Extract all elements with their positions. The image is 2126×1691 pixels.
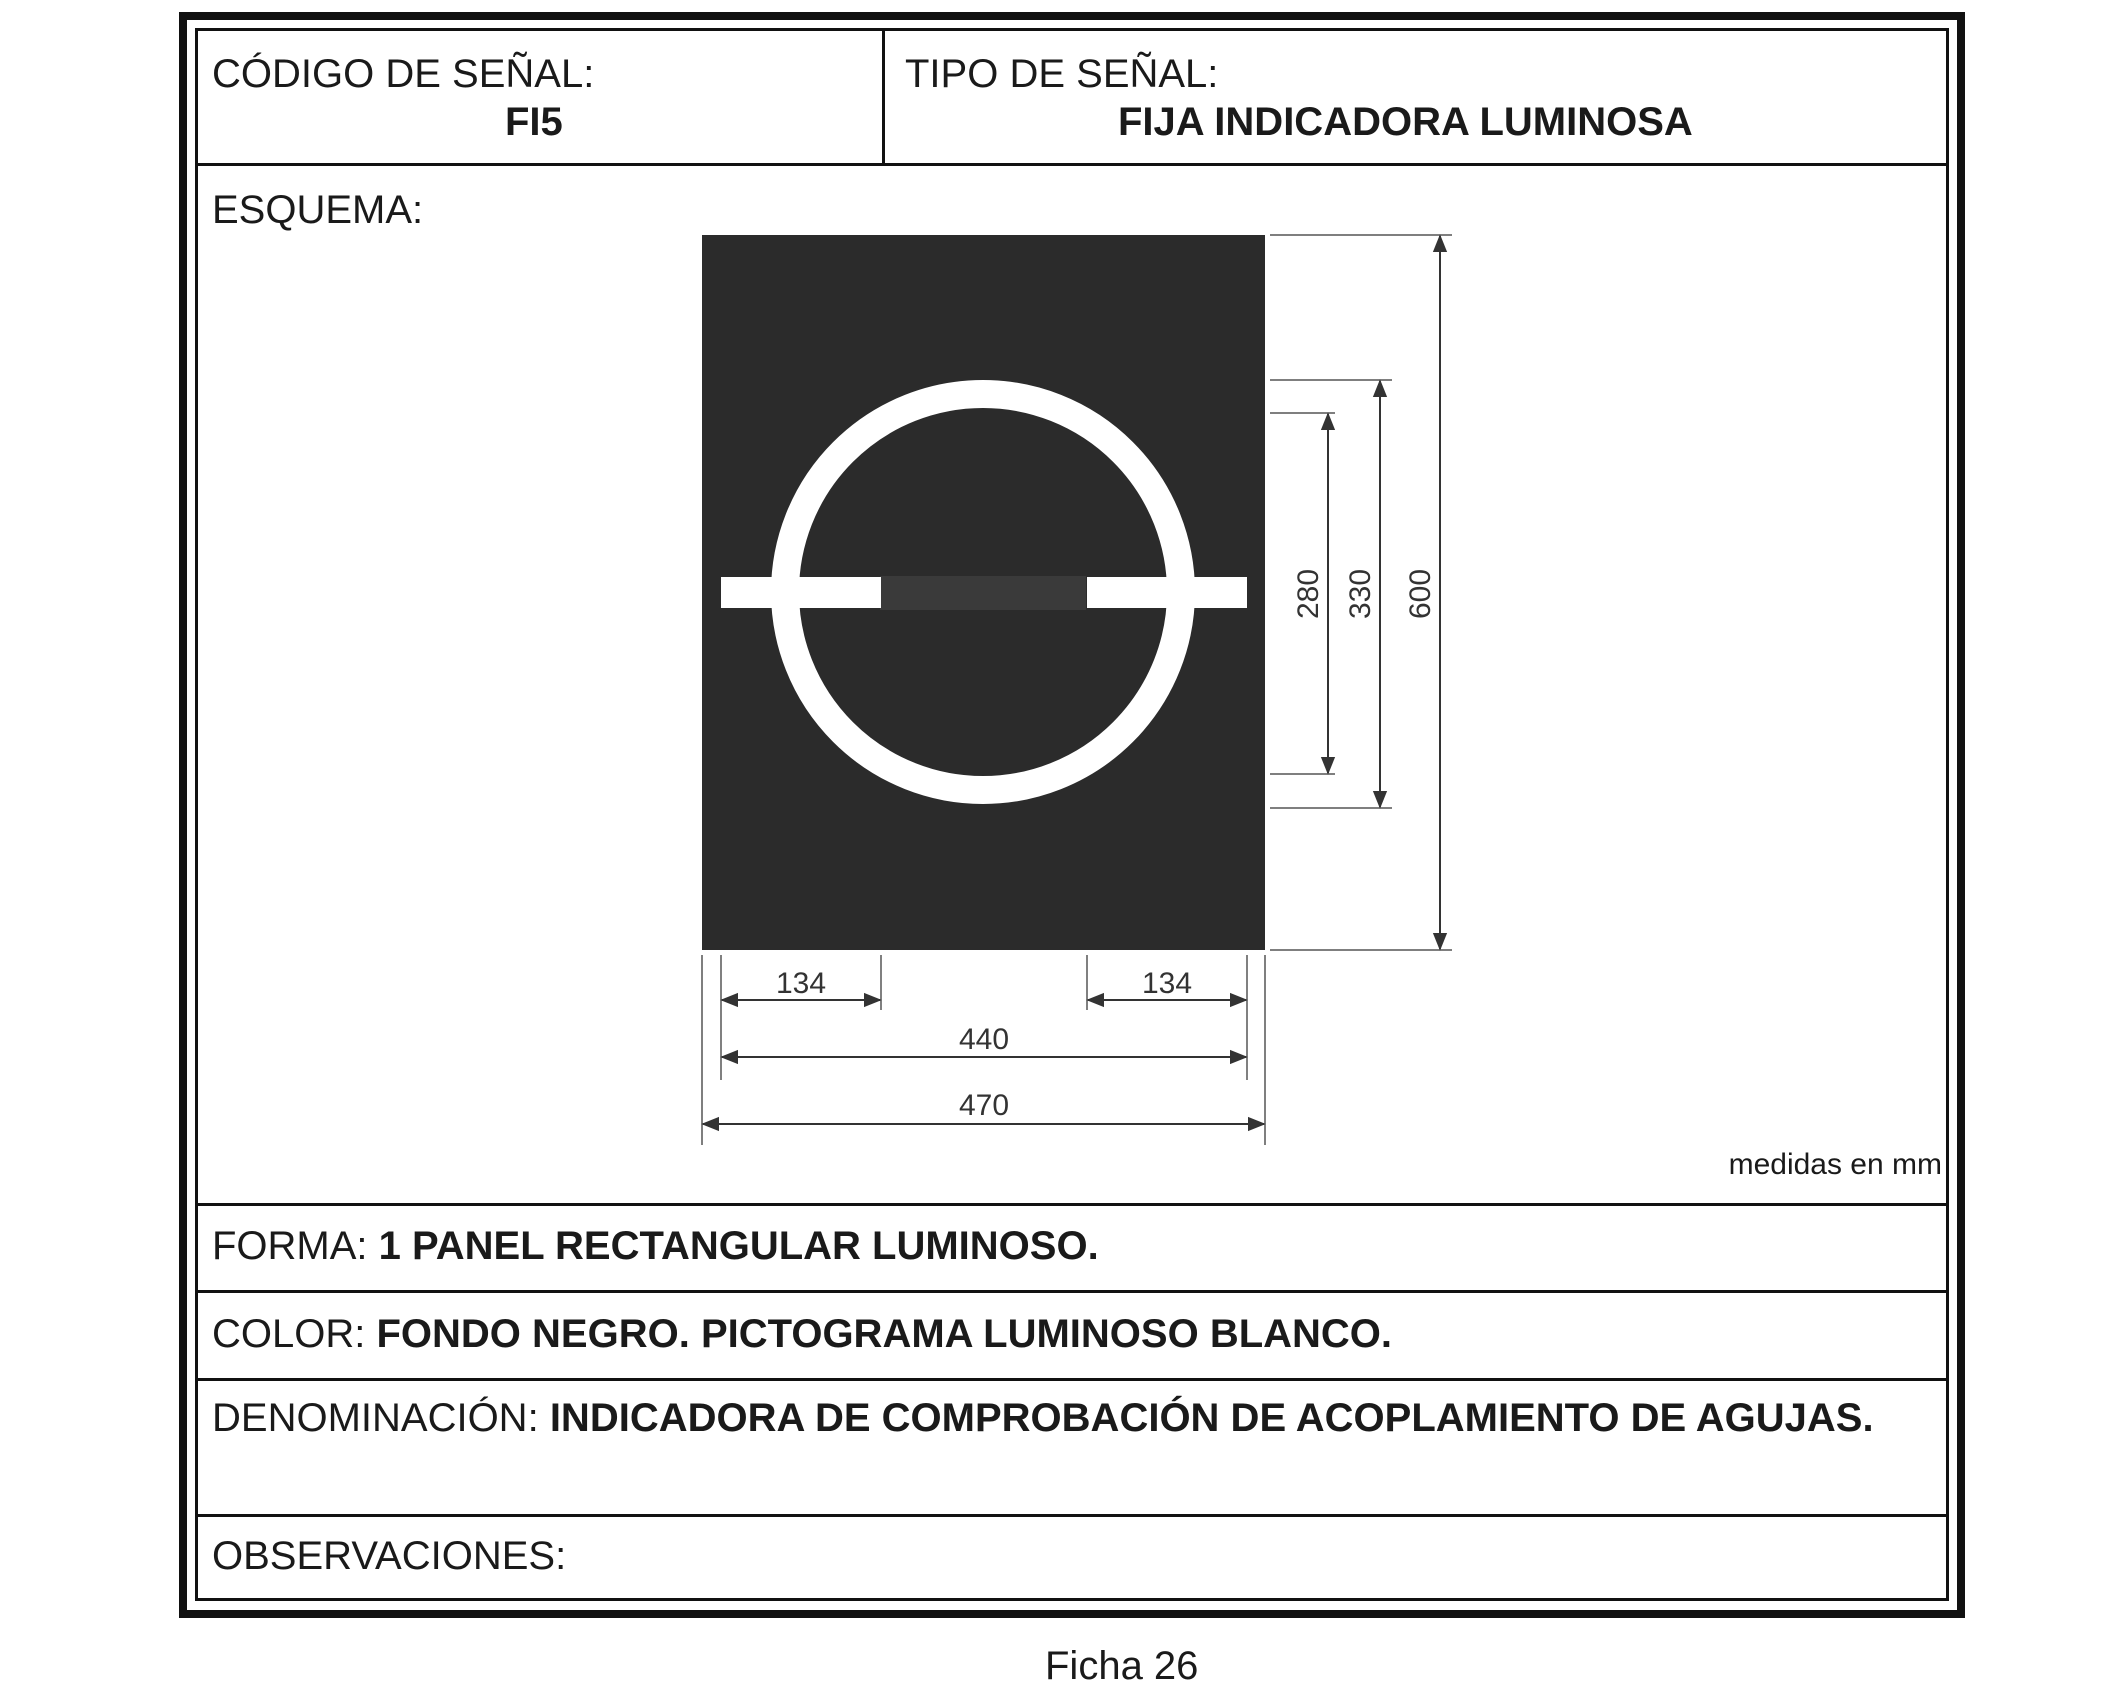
signal-type-value: FIJA INDICADORA LUMINOSA [1118, 100, 1693, 144]
signal-code-value: FI5 [505, 100, 563, 144]
forma-row [212, 1222, 1099, 1270]
ficha-caption: Ficha 26 [1045, 1644, 1199, 1688]
pictogram-bar-left [721, 577, 881, 608]
signal-code-label: CÓDIGO DE SEÑAL: [212, 52, 595, 96]
dimension-panel-width: 470 [958, 1089, 1010, 1122]
pictogram-center-band [880, 576, 1086, 610]
signal-type-label: TIPO DE SEÑAL: [905, 52, 1219, 96]
denominacion-value: INDICADORA DE COMPROBACIÓN DE ACOPLAMIENTO DE AGUJAS. [549, 1396, 1874, 1440]
scheme-label: ESQUEMA: [212, 188, 424, 232]
dimension-bars-total: 440 [958, 1023, 1010, 1056]
pictogram-bar-right [1087, 577, 1247, 608]
forma-value: 1 PANEL RECTANGULAR LUMINOSO. [378, 1224, 1099, 1268]
dimension-bar-right: 134 [1141, 967, 1193, 1000]
forma-label: FORMA: [212, 1224, 368, 1268]
dimension-outer-diameter: 330 [1344, 568, 1377, 620]
denominacion-label: DENOMINACIÓN: [212, 1396, 539, 1440]
color-value: FONDO NEGRO. PICTOGRAMA LUMINOSO BLANCO. [376, 1312, 1393, 1356]
dimension-panel-height: 600 [1404, 568, 1437, 620]
observaciones-label: OBSERVACIONES: [212, 1534, 567, 1578]
dimension-bar-left: 134 [775, 967, 827, 1000]
denominacion-row [212, 1393, 1935, 1443]
units-note: medidas en mm [1728, 1148, 1942, 1181]
color-label: COLOR: [212, 1312, 366, 1356]
color-row [212, 1310, 1392, 1358]
dimension-inner-diameter: 280 [1292, 568, 1325, 620]
